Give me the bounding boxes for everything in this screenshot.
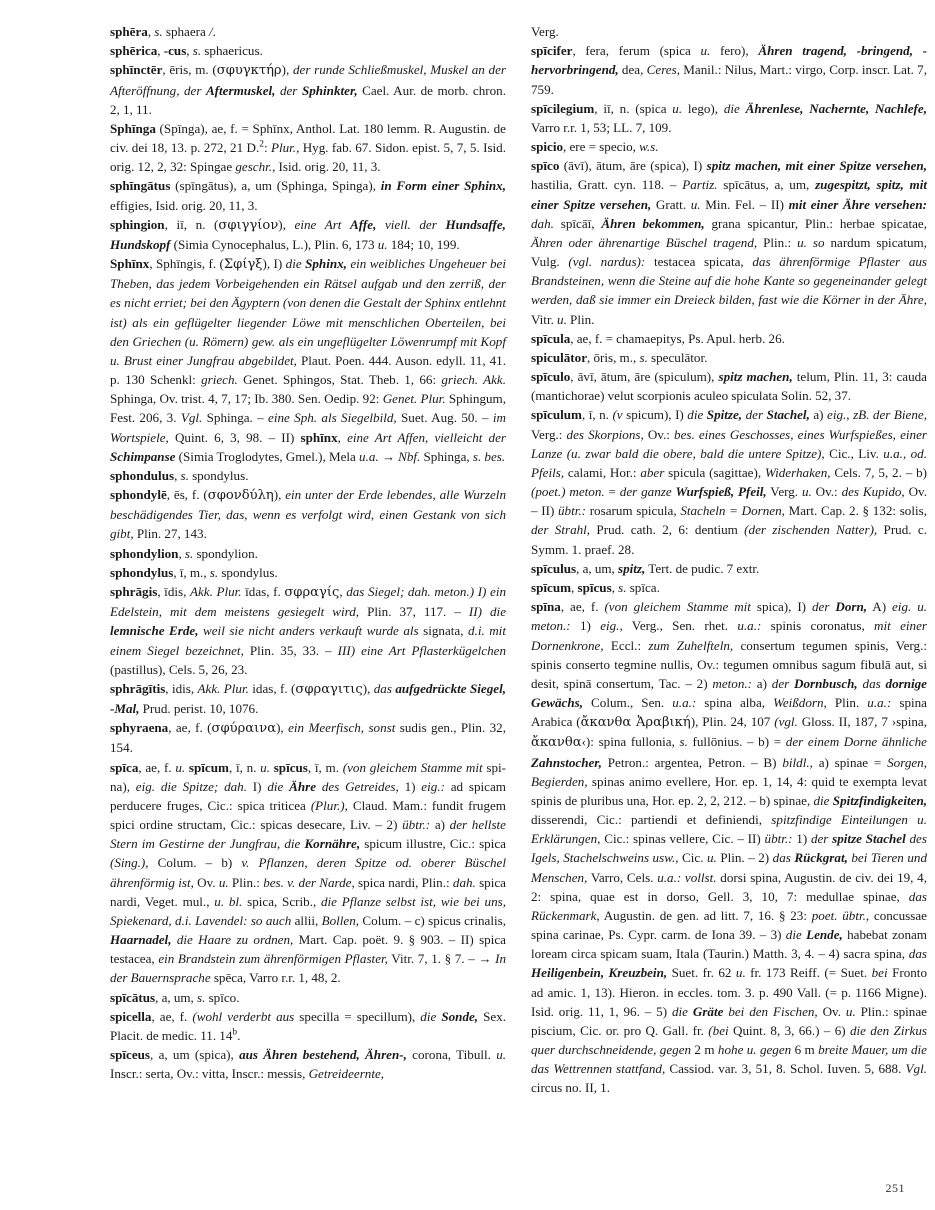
right-column [531, 22, 927, 1098]
dictionary-entry: spīco (āvī), ātum, āre (spica), I) spitz machen, mit einer Spitze versehen, hastilia, Gratt. cyn. 118. – Partiz. spīcātus, a, um, zugespitzt, spitz, mit einer Spitze versehen, Gratt. u. Min. Fel. – II) mit einer Ähre versehen: dah. spīcāī, Ähren bekommen, grana spicantur, Plin.: herbae spicatae, Ähren oder ährenartige Büschel tragend, Plin.: u. so nardum spicatum, Vulg. (vgl. nardus): testacea spicata, das ährenförmige Pflaster aus Brandsteinen, wenn die Steine auf die hohe Kante so gegeneinander gelegt werden, daß sie immer ein Dreieck bilden, fast wie die Körner in der Ähre, Vitr. u. Plin. [531, 158, 928, 327]
dictionary-entry: sphondylē, ēs, f. (σφονδύλη), ein unter der Erde lebendes, alle Wurzeln beschädigendes Tier, das, wenn es verfolgt wird, einen Gestank von sich gibt, Plin. 27, 143. [110, 487, 506, 542]
dictionary-entry: sphīnctēr, ēris, m. (σφυγκτήρ), der runde Schließmuskel, Muskel an der Afteröffnung, der Aftermuskel, der Sphinkter, Cael. Aur. de morb. chron. 2, 1, 11. [110, 62, 506, 117]
dictionary-entry: spīcula, ae, f. = chamaepitys, Ps. Apul. herb. 26. [531, 330, 785, 346]
dictionary-entry: sphondulus, s. spondylus. [110, 467, 249, 483]
dictionary-entry: sphondylus, ī, m., s. spondylus. [110, 564, 278, 580]
dictionary-entry-continuation: Verg. [531, 24, 559, 39]
dictionary-entry: spīna, ae, f. (von gleichem Stamme mit spica), I) der Dorn, A) eig. u. meton.: 1) eig., Verg., Sen. rhet. u.a.: spinis coronatus, mit einer Dornenkrone, Eccl.: zum Zuhelfteln, consertum tegumen spinis, Verg.: spinis conserto tegmine nullis, Ov.: tegumen omnibus sagum fibulā aut, si desit, spinā consertum, Tac. – 2) meton.: a) der Dornbusch, das dornige Gewächs, Colum., Sen. u.a.: spina alba, Weißdorn, Plin. u.a.: spina Arabica (ἄκανθα Ἀραβική), Plin. 24, 107 (vgl. Gloss. II, 187, 7 ›spina, ἄκανθα‹): spina fullonia, s. fullōnius. – b) = der einem Dorne ähnliche Zahnstocher, Petron.: argentea, Petron. – B) bildl., a) spinae = Sorgen, Begierden, spinas animo evellere, Hor. ep. 1, 14, 4: quid te exempta levat spinis de pluribus una, Hor. ep. 2, 2, 212. – b) spinae, die Spitzfindigkeiten, disserendi, Cic.: partiendi et definiendi, spitzfindige Einteilungen u. Erklärungen, Cic.: spinas vellere, Cic. – II) übtr.: 1) der spitze Stachel des Igels, Stachelschweins usw., Cic. u. Plin. – 2) das Rückgrat, bei Tieren und Menschen, Varro, Cels. u.a.: vollst. dorsi spina, Augustin. de civ. dei 19, 4, 2: spina, quae est in dorso, Gell. 3, 10, 7: medullae spinae, das Rückenmark, Augustin. de gen. ad litt. 7, 16. § 23: poet. übtr., concussae spina carinae, Ps. Cypr. carm. de Iona 39. – 3) die Lende, habebat zonam loream circa spicam suam, Itala (Taurin.) Matth. 3, 4. – 4) sacra spina, das Heiligenbein, Kreuzbein, Suet. fr. 62 u. fr. 173 Reiff. (= Suet. bei Fronto ad amic. 1, 13). Hieron. in eccles. tom. 3. p. 490 Vall. (= p. 1166 Migne). Isid. orig. 11, 1, 96. – 5) die Gräte bei den Fischen, Ov. u. Plin.: spinae piscium, Cic. or. pro Q. Gall. fr. (bei Quint. 8, 3, 66.) – 6) die den Zirkus quer durchschneidende, gegen 2 m hohe u. gegen 6 m breite Mauer, um die das Wettrennen stattfand, Cassiod. var. 3, 51, 8. Schol. Iuven. 5, 688. Vgl. circus no. II, 1. [531, 599, 928, 1096]
dictionary-entry: sphēra, s. sphaera /. [110, 24, 216, 39]
dictionary-entry: sphyraena, ae, f. (σφύραινα), ein Meerfisch, sonst sudis gen., Plin. 32, 154. [110, 720, 506, 756]
dictionary-entry: spīculo, āvī, ātum, āre (spiculum), spitz machen, telum, Plin. 11, 3: cauda (mantichorae) velut scorpionis aculeo spiculata Solin. 52, 37. [531, 369, 927, 404]
dictionary-entry: spīca, ae, f. u. spīcum, ī, n. u. spīcus, ī, m. (von gleichem Stamme mit spi-na), eig. die Spitze; dah. I) die Ähre des Getreides, 1) eig.: ad spicam perducere fruges, Cic.: spica triticea (Plur.), Claud. Mam.: fundit frugem spici ordine structam, Cic.: spicas desecare, Liv. – 2) übtr.: a) der hellste Stern im Gestirne der Jungfrau, die Kornähre, spicum illustre, Cic.: spica (Sing.), Colum. – b) v. Pflanzen, deren Spitze od. oberer Büschel ährenförmig ist, Ov. u. Plin.: bes. v. der Narde, spica nardi, Plin.: dah. spica nardi, Veget. mul., u. bl. spica, Scrib., die Pflanze selbst ist, wie bei uns, Spiekenard, d.i. Lavendel: so auch allii, Bollen, Colum. – c) spicus crinalis, Haarnadel, die Haare zu ordnen, Mart. Cap. poët. 9. § 903. – II) spica testacea, ein Brandstein zum ährenförmigen Pflaster, Vitr. 7, 1. § 7. – → In der Bauernsprache spēca, Varro r.r. 1, 48, 2. [110, 759, 507, 986]
dictionary-entry: spicio, ere = specio, w.s. [531, 139, 659, 155]
dictionary-entry: sphingion, iī, n. (σφιγγίον), eine Art Affe, viell. der Hundsaffe, Hundskopf (Simia Cynocephalus, L.), Plin. 6, 173 u. 184; 10, 199. [110, 216, 506, 252]
dictionary-entry: spicella, ae, f. (wohl verderbt aus specilla = specillum), die Sonde, Sex. Placit. de medic. 11. 14$^b$. [110, 1008, 507, 1043]
dictionary-entry: sphērica, -cus, s. sphaericus. [110, 43, 263, 59]
page-number: 251 [885, 1181, 905, 1195]
dictionary-entry: spīcum, spīcus, s. spīca. [531, 579, 660, 595]
dictionary-entry: spiculātor, ōris, m., s. speculātor. [531, 349, 708, 365]
dictionary-entry: sphrāgis, īdis, Akk. Plur. īdas, f. σφραγίς, das Siegel; dah. meton.) I) ein Edelstein, mit dem meistens gesiegelt wird, Plin. 37, 117. – II) die lemnische Erde, weil sie nicht anders verkauft wurde als signata, d.i. mit einem Siegel bezeichnet, Plin. 35, 33. – III) eine Art Pflasterkügelchen (pastillus), Cels. 5, 26, 23. [110, 583, 507, 677]
dictionary-entry: Sphīnga (Spīnga), ae, f. = Sphīnx, Anthol. Lat. 180 lemm. R. Augustin. de civ. dei 18, 13. p. 272, 21 D.$^2$: Plur., Hyg. fab. 67. Sidon. epist. 5, 7, 5. Isid. orig. 12, 2, 32: Spingae geschr., Isid. orig. 20, 11, 3. [110, 120, 506, 175]
two-column-layout [28, 22, 928, 1098]
dictionary-entry: spīculum, ī, n. (v spicum), I) die Spitze, der Stachel, a) eig., zB. der Biene, Verg.: des Skorpions, Ov.: bes. eines Geschosses, eines Wurfspießes, einer Lanze (u. zwar bald die obere, bald die untere Spitze), Cic., Liv. u.a., od. Pfeils, calami, Hor.: aber spicula (sagittae), Widerhaken, Cels. 7, 5, 2. – b) (poet.) meton. = der ganze Wurfspieß, Pfeil, Verg. u. Ov.: des Kupido, Ov. – II) übtr.: rosarum spicula, Stacheln = Dornen, Mart. Cap. 2. § 132: solis, der Strahl, Prud. cath. 2, 6: dentium (der zischenden Natter), Prud. c. Symm. 1. praef. 28. [531, 407, 928, 557]
dictionary-entry: sphīngātus (spīngātus), a, um (Sphinga, Spinga), in Form einer Sphinx, effigies, Isid. orig. 20, 11, 3. [110, 178, 506, 213]
dictionary-entry: spīcātus, a, um, s. spīco. [110, 989, 240, 1005]
dictionary-entry: spīculus, a, um, spitz, Tert. de pudic. 7 extr. [531, 560, 760, 576]
left-column [110, 22, 506, 1083]
dictionary-entry: sphondylion, s. spondylion. [110, 545, 258, 561]
dictionary-entry: spīceus, a, um (spica), aus Ähren bestehend, Ähren-, corona, Tibull. u. Inscr.: serta, Ov.: vitta, Inscr.: messis, Getreideernte, [110, 1047, 507, 1082]
dictionary-entry: sphrāgītis, idis, Akk. Plur. idas, f. (σφραγιτις), das aufgedrückte Siegel, -Mal, Prud. perist. 10, 1076. [110, 680, 506, 717]
dictionary-entry: spīcifer, fera, ferum (spica u. fero), Ähren tragend, -bringend, -hervorbringend, dea, Ceres, Manil.: Nilus, Mart.: virgo, Corp. inscr. Lat. 7, 759. [531, 43, 927, 97]
dictionary-entry: Sphīnx, Sphīngis, f. (Σφίγξ), I) die Sphinx, ein weibliches Ungeheuer bei Theben, das jedem Vorbeigehenden ein Rätsel aufgab und den zerriß, der es nicht erriet; bei den Ägyptern (von denen die Gestalt der Sphinx entlehnt ist) als ein geflügelter liegender Löwe mit menschlichen Oberteilen, bei den Griechen (u. Römern) gew. als ein ungeflügelter Löwenrumpf mit Kopf u. Brust einer Jungfrau abgebildet, Plaut. Poen. 444. Auson. edyll. 11, 41. p. 130 Schenkl: griech. Genet. Sphingos, Stat. Theb. 1, 66: griech. Akk. Sphinga, Ov. trist. 4, 7, 17; Ib. 380. Sen. Oedip. 92: Genet. Plur. Sphingum, Fest. 206, 3. Vgl. Sphinga. – eine Sph. als Siegelbild, Suet. Aug. 50. – im Wortspiele, Quint. 6, 3, 98. – II) sphīnx, eine Art Affen, vielleicht der Schimpanse (Simia Troglodytes, Gmel.), Mela u.a. → Nbf. Sphinga, s. bes. [110, 256, 507, 464]
dictionary-entry: spīcilegium, iī, n. (spica u. lego), die Ährenlese, Nachernte, Nachlefe, Varro r.r. 1, 53; LL. 7, 109. [531, 100, 927, 135]
